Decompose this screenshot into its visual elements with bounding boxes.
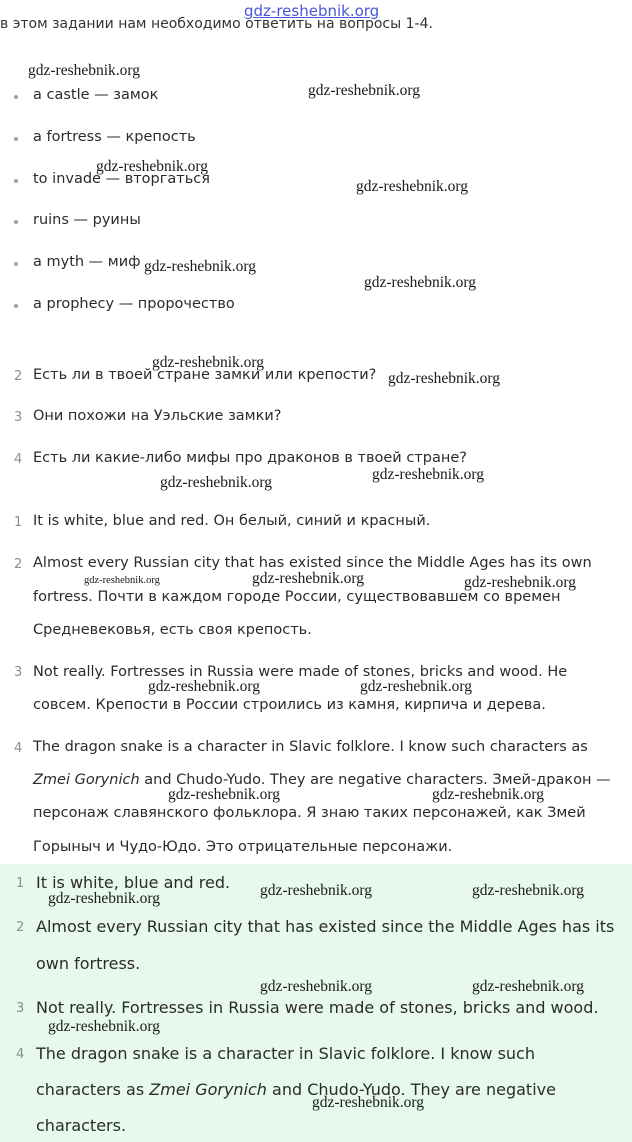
answer-text: Almost every Russian city that has existed since the Middle Ages has its — [36, 917, 615, 936]
italic-name: Zmei Gorynich — [33, 772, 140, 788]
vocab-item: a castle — замок — [33, 87, 158, 103]
answer-text: The dragon snake is a character in Slavic folklore. I know such characters as — [33, 739, 588, 755]
answer-number: 4 — [16, 1047, 25, 1062]
answer-text: Almost every Russian city that has existed since the Middle Ages has its own — [33, 555, 592, 571]
top-watermark-link[interactable]: gdz-reshebnik.org — [244, 2, 380, 20]
question-text: Есть ли какие-либо мифы про драконов в твоей стране? — [33, 450, 467, 466]
question-number: 4 — [14, 452, 23, 467]
bullet-icon — [14, 304, 18, 308]
italic-name: Zmei Gorynich — [149, 1080, 267, 1099]
watermark: gdz-reshebnik.org — [472, 882, 585, 899]
intro-text: в этом задании нам необходимо ответить на вопросы 1-4. — [0, 16, 433, 32]
answer-text: The dragon snake is a character in Slavic folklore. I know such — [36, 1044, 535, 1063]
watermark: gdz-reshebnik.org — [48, 1018, 161, 1035]
answer-text: It is white, blue and red. Он белый, синий и красный. — [33, 513, 431, 529]
watermark: gdz-reshebnik.org — [260, 882, 373, 899]
watermark: gdz-reshebnik.org — [96, 158, 209, 175]
watermark: gdz-reshebnik.org — [360, 678, 473, 695]
vocab-item: a prophecy — пророчество — [33, 296, 235, 312]
answer-text: characters as Zmei Gorynich and Chudo-Yudo. They are negative — [36, 1080, 556, 1099]
bullet-icon — [14, 220, 18, 224]
watermark: gdz-reshebnik.org — [252, 570, 365, 587]
bullet-icon — [14, 262, 18, 266]
watermark: gdz-reshebnik.org — [28, 62, 141, 79]
vocab-item: ruins — руины — [33, 212, 141, 228]
question-number: 3 — [14, 410, 23, 425]
watermark: gdz-reshebnik.org — [308, 82, 421, 99]
bullet-icon — [14, 137, 18, 141]
watermark: gdz-reshebnik.org — [432, 786, 545, 803]
watermark: gdz-reshebnik.org — [152, 354, 265, 371]
answer-text: Средневековья, есть своя крепость. — [33, 622, 312, 638]
watermark: gdz-reshebnik.org — [372, 466, 485, 483]
answer-text: Not really. Fortresses in Russia were made of stones, bricks and wood. Не — [33, 664, 568, 680]
answer-number: 3 — [16, 1001, 25, 1016]
answer-number: 1 — [14, 515, 23, 530]
question-number: 2 — [14, 369, 23, 384]
answer-number: 2 — [14, 557, 23, 572]
watermark: gdz-reshebnik.org — [388, 370, 501, 387]
watermark: gdz-reshebnik.org — [260, 978, 373, 995]
watermark: gdz-reshebnik.org — [364, 274, 477, 291]
question-text: Есть ли в твоей стране замки или крепости? — [33, 367, 377, 383]
watermark: gdz-reshebnik.org — [160, 474, 273, 491]
answer-text: characters. — [36, 1116, 127, 1135]
answer-number: 1 — [16, 876, 25, 891]
bullet-icon — [14, 179, 18, 183]
watermark: gdz-reshebnik.org — [144, 258, 257, 275]
bullet-icon — [14, 95, 18, 99]
watermark: gdz-reshebnik.org — [464, 574, 577, 591]
answer-number: 3 — [14, 665, 23, 680]
watermark: gdz-reshebnik.org — [356, 178, 469, 195]
watermark: gdz-reshebnik.org — [84, 575, 160, 586]
answer-number: 2 — [16, 920, 25, 935]
watermark: gdz-reshebnik.org — [312, 1094, 425, 1111]
watermark: gdz-reshebnik.org — [168, 786, 281, 803]
answer-text: персонаж славянского фольклора. Я знаю таких персонажей, как Змей — [33, 805, 586, 821]
vocab-item: a fortress — крепость — [33, 129, 196, 145]
answer-text: It is white, blue and red. — [36, 873, 231, 892]
answer-text: own fortress. — [36, 954, 141, 973]
watermark: gdz-reshebnik.org — [148, 678, 261, 695]
vocab-item: to invade — вторгаться — [33, 171, 210, 187]
vocab-item: a myth — миф — [33, 254, 141, 270]
answer-text: Not really. Fortresses in Russia were made of stones, bricks and wood. — [36, 998, 599, 1017]
watermark: gdz-reshebnik.org — [48, 890, 161, 907]
question-text: Они похожи на Уэльские замки? — [33, 408, 282, 424]
answer-number: 4 — [14, 741, 23, 756]
answer-text: fortress. Почти в каждом городе России, существовавшем со времен — [33, 589, 561, 605]
answer-text: Горыныч и Чудо-Юдо. Это отрицательные персонажи. — [33, 839, 453, 855]
answer-text: Zmei Gorynich and Chudo-Yudo. They are negative characters. Змей-дракон — — [33, 772, 611, 788]
watermark: gdz-reshebnik.org — [472, 978, 585, 995]
answer-text: совсем. Крепости в России строились из камня, кирпича и дерева. — [33, 697, 546, 713]
